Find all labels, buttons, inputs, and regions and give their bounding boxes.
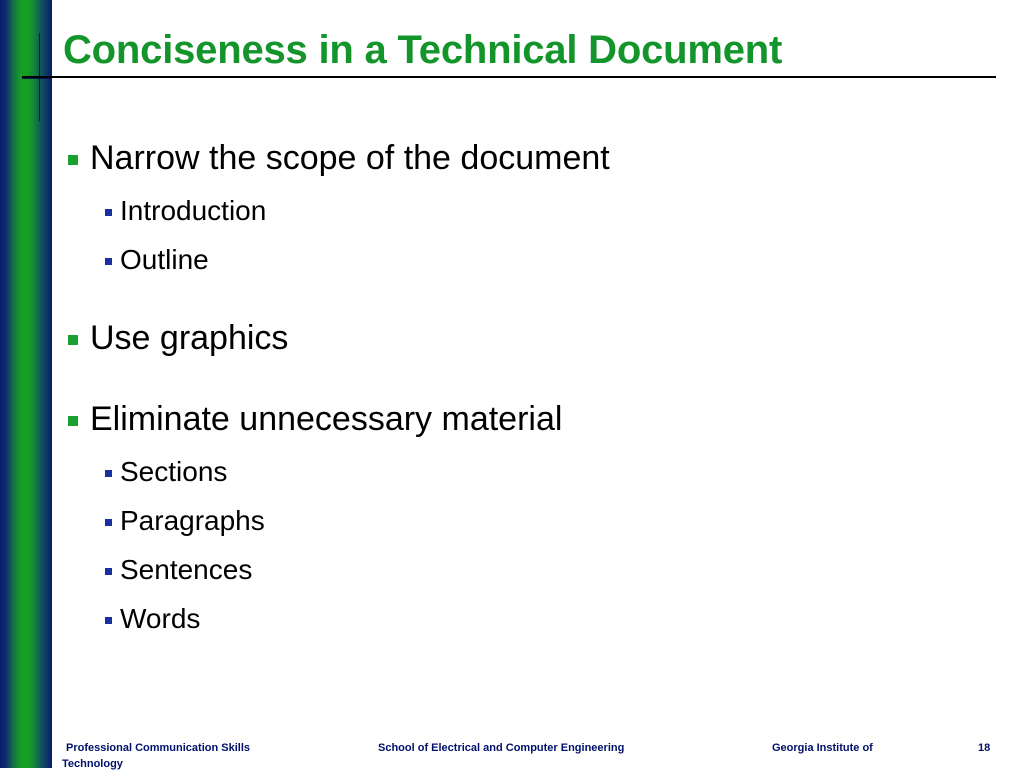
square-bullet-icon xyxy=(105,568,112,575)
square-bullet-icon xyxy=(105,470,112,477)
slide-title: Conciseness in a Technical Document xyxy=(63,28,783,72)
bullet-text: Use graphics xyxy=(90,319,289,357)
sub-bullet-paragraphs xyxy=(105,505,265,537)
sub-bullet-outline xyxy=(105,244,209,276)
page-number: 18 xyxy=(978,742,991,754)
footer-institute-line1: Georgia Institute of xyxy=(772,742,873,754)
sub-bullet-text: Sentences xyxy=(120,554,253,585)
sub-bullet-text: Paragraphs xyxy=(120,505,265,536)
bullet-text: Narrow the scope of the document xyxy=(90,139,610,177)
bullet-eliminate-material xyxy=(68,400,562,439)
footer-school: School of Electrical and Computer Engineering xyxy=(378,742,625,754)
sub-bullet-text: Introduction xyxy=(120,195,267,226)
sub-bullet-sections xyxy=(105,456,227,488)
sub-bullet-introduction xyxy=(105,195,266,227)
footer-course: Professional Communication Skills xyxy=(66,742,250,754)
square-bullet-icon xyxy=(105,258,112,265)
sub-bullet-text: Words xyxy=(120,603,201,634)
square-bullet-icon xyxy=(68,155,78,165)
sub-bullet-text: Outline xyxy=(120,244,209,275)
square-bullet-icon xyxy=(105,519,112,526)
square-bullet-icon xyxy=(105,209,112,216)
sub-bullet-words xyxy=(105,603,200,635)
square-bullet-icon xyxy=(68,416,78,426)
bullet-narrow-scope xyxy=(68,139,610,178)
slide-footer xyxy=(52,742,1024,768)
square-bullet-icon xyxy=(68,335,78,345)
bullet-text: Eliminate unnecessary material xyxy=(90,400,563,438)
square-bullet-icon xyxy=(105,617,112,624)
sub-bullet-sentences xyxy=(105,554,252,586)
footer-institute-line2: Technology xyxy=(62,758,123,770)
sub-bullet-text: Sections xyxy=(120,456,228,487)
bullet-use-graphics xyxy=(68,319,288,358)
